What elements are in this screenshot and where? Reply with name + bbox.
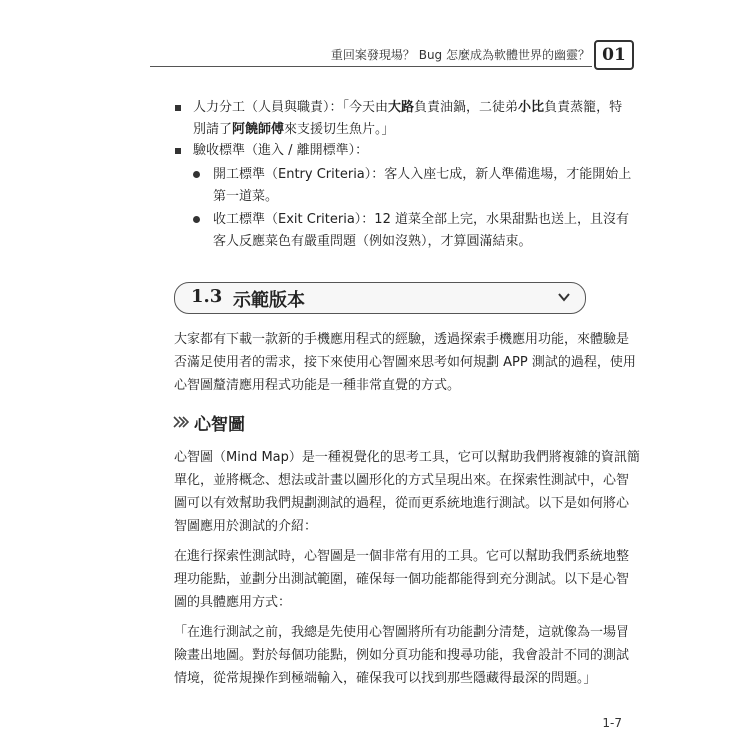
header-rule [150,66,592,67]
bullet-line [193,96,622,115]
paragraph-line: 單化，並將概念、想法或計畫以圖形化的方式呈現出來。在探索性測試中，心智 [174,473,630,488]
square-bullet-icon [175,105,181,111]
sub-bullet-line: 客人反應菜色有嚴重問題（例如沒熟），才算圓滿結束。 [213,234,532,249]
subsection-title: 心智圖 [194,415,245,435]
name-highlight: 大路 [388,100,415,115]
paragraph-line: 大家都有下載一款新的手機應用程式的經驗，透過探索手機應用功能，來體驗是 [174,332,630,347]
chapter-number-badge: 01 [594,40,634,70]
sub-bullet-line: 第一道菜。 [213,189,279,204]
paragraph-line: 圖可以有效幫助我們規劃測試的過程，從而更系統地進行測試。以下是如何將心 [174,496,630,511]
round-bullet-icon [193,216,200,223]
running-header: 重回案發現場？ Bug 怎麼成為軟體世界的幽靈？ [330,48,590,62]
section-title: 示範版本 [233,290,305,311]
paragraph-line: 圖的具體應用方式： [174,595,292,610]
chevron-down-icon [557,290,571,304]
text-run: 負責油鍋，二徒弟 [414,100,519,115]
quote-line: 險畫出地圖。對於每個功能點，例如分頁功能和搜尋功能，我會設計不同的測試 [174,648,630,663]
text-run: 人力分工（人員與職責）：「今天由 [193,100,389,115]
quote-line: 「在進行測試之前，我總是先使用心智圖將所有功能劃分清楚，這就像為一場冒 [174,625,630,640]
text-run: 負責蒸籠，特 [544,100,623,115]
paragraph-line: 心智圖（Mind Map）是一種視覺化的思考工具，它可以幫助我們將複雜的資訊簡 [174,450,640,465]
text-run: 來支援切生魚片。」 [284,122,395,137]
name-highlight: 阿饒師傅 [232,122,285,137]
triple-arrow-icon [173,416,189,428]
bullet-line: 驗收標準（進入 / 離開標準）： [193,143,369,158]
paragraph-line: 心智圖釐清應用程式功能是一種非常直覺的方式。 [174,378,461,393]
paragraph-line: 智圖應用於測試的介紹： [174,519,318,534]
text-run: 別請了 [193,122,233,137]
name-highlight: 小比 [518,100,545,115]
sub-bullet-line: 收工標準（Exit Criteria）：12 道菜全部上完，水果甜點也送上，且沒有 [213,212,629,227]
quote-line: 情境，從常規操作到極端輸入，確保我可以找到那些隱藏得最深的問題。」 [174,671,597,686]
paragraph-line: 理功能點，並劃分出測試範圍，確保每一個功能都能得到充分測試。以下是心智 [174,572,630,587]
square-bullet-icon [175,148,181,154]
sub-bullet-line: 開工標準（Entry Criteria）：客人入座七成，新人準備進場，才能開始上 [213,167,632,182]
paragraph-line: 否滿足使用者的需求，接下來使用心智圖來思考如何規劃 APP 測試的過程，使用 [174,355,636,370]
paragraph-line: 在進行探索性測試時，心智圖是一個非常有用的工具。它可以幫助我們系統地整 [174,549,630,564]
section-heading [174,282,586,314]
bullet-line [193,118,395,137]
page-number: 1-7 [602,716,622,730]
section-number: 1.3 [191,286,223,307]
round-bullet-icon [193,171,200,178]
